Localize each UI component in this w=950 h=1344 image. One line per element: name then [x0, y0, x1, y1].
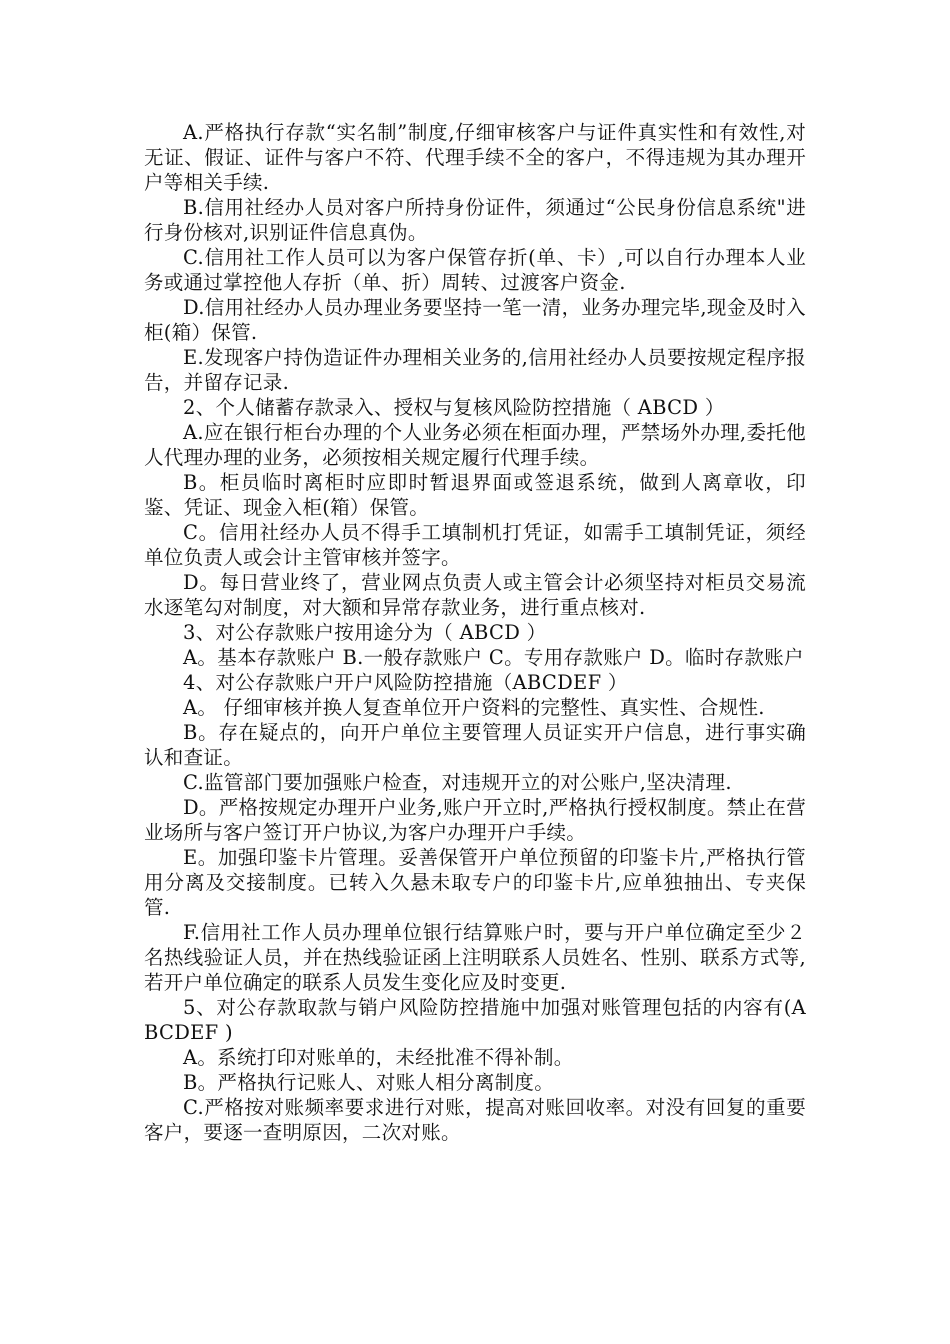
paragraph-5c: C.严格按对账频率要求进行对账，提高对账回收率。对没有回复的重要客户，要逐一查明原因，二次对账。 — [144, 1096, 806, 1144]
paragraph-4d: D。严格按规定办理开户业务,账户开立时,严格执行授权制度。禁止在营业场所与客户签订开户协议,为客户办理开户手续。 — [144, 796, 806, 844]
paragraph-4b: B。存在疑点的，向开户单位主要管理人员证实开户信息，进行事实确认和查证。 — [144, 721, 806, 769]
paragraph-1b: B.信用社经办人员对客户所持身份证件，须通过“公民身份信息系统"进行身份核对,识别证件信息真伪。 — [144, 196, 806, 244]
paragraph-5a: A。系统打印对账单的，未经批准不得补制。 — [183, 1046, 574, 1069]
paragraph-5b: B。严格执行记账人、对账人相分离制度。 — [183, 1071, 555, 1094]
paragraph-2b: B。柜员临时离柜时应即时暂退界面或签退系统，做到人离章收，印鉴、凭证、现金入柜(箱）保管。 — [144, 471, 806, 519]
question-5: 5、对公存款取款与销户风险防控措施中加强对账管理包括的内容有(ABCDEF ) — [144, 996, 806, 1044]
paragraph-1e: E.发现客户持伪造证件办理相关业务的,信用社经办人员要按规定程序报告，并留存记录. — [144, 346, 806, 394]
paragraph-2a: A.应在银行柜台办理的个人业务必须在柜面办理，严禁场外办理,委托他人代理办理的业务，必须按相关规定履行代理手续。 — [144, 421, 806, 469]
paragraph-4c: C.监管部门要加强账户检查，对违规开立的对公账户,坚决清理. — [183, 771, 732, 794]
paragraph-1d: D.信用社经办人员办理业务要坚持一笔一清，业务办理完毕,现金及时入柜(箱）保管. — [144, 296, 806, 344]
paragraph-4f: F.信用社工作人员办理单位银行结算账户时，要与开户单位确定至少２名热线验证人员，并在热线验证函上注明联系人员姓名、性别、联系方式等,若开户单位确定的联系人员发生变化应及时变更. — [144, 921, 806, 994]
question-3: 3、对公存款账户按用途分为（ ABCD ） — [183, 621, 547, 644]
question-2: 2、个人储蓄存款录入、授权与复核风险防控措施（ ABCD ） — [183, 396, 725, 419]
paragraph-4a: A。 仔细审核并换人复查单位开户资料的完整性、真实性、合规性. — [183, 696, 765, 719]
question-4: 4、对公存款账户开户风险防控措施（ABCDEF ） — [183, 671, 628, 694]
document-page — [144, 120, 806, 1145]
paragraph-3-options: A。基本存款账户 B.一般存款账户 C。专用存款账户 D。临时存款账户 — [183, 646, 804, 669]
paragraph-2c: C。信用社经办人员不得手工填制机打凭证，如需手工填制凭证，须经单位负责人或会计主管审核并签字。 — [144, 521, 806, 569]
paragraph-1a: A.严格执行存款“实名制”制度,仔细审核客户与证件真实性和有效性,对无证、假证、证件与客户不符、代理手续不全的客户，不得违规为其办理开户等相关手续. — [144, 121, 806, 194]
paragraph-1c: C.信用社工作人员可以为客户保管存折(单、卡）,可以自行办理本人业务或通过掌控他人存折（单、折）周转、过渡客户资金. — [144, 246, 806, 294]
paragraph-2d: D。每日营业终了，营业网点负责人或主管会计必须坚持对柜员交易流水逐笔勾对制度，对大额和异常存款业务，进行重点核对. — [144, 571, 806, 619]
paragraph-4e: E。加强印鉴卡片管理。妥善保管开户单位预留的印鉴卡片,严格执行管用分离及交接制度。已转入久悬未取专户的印鉴卡片,应单独抽出、专夹保管. — [144, 846, 806, 919]
